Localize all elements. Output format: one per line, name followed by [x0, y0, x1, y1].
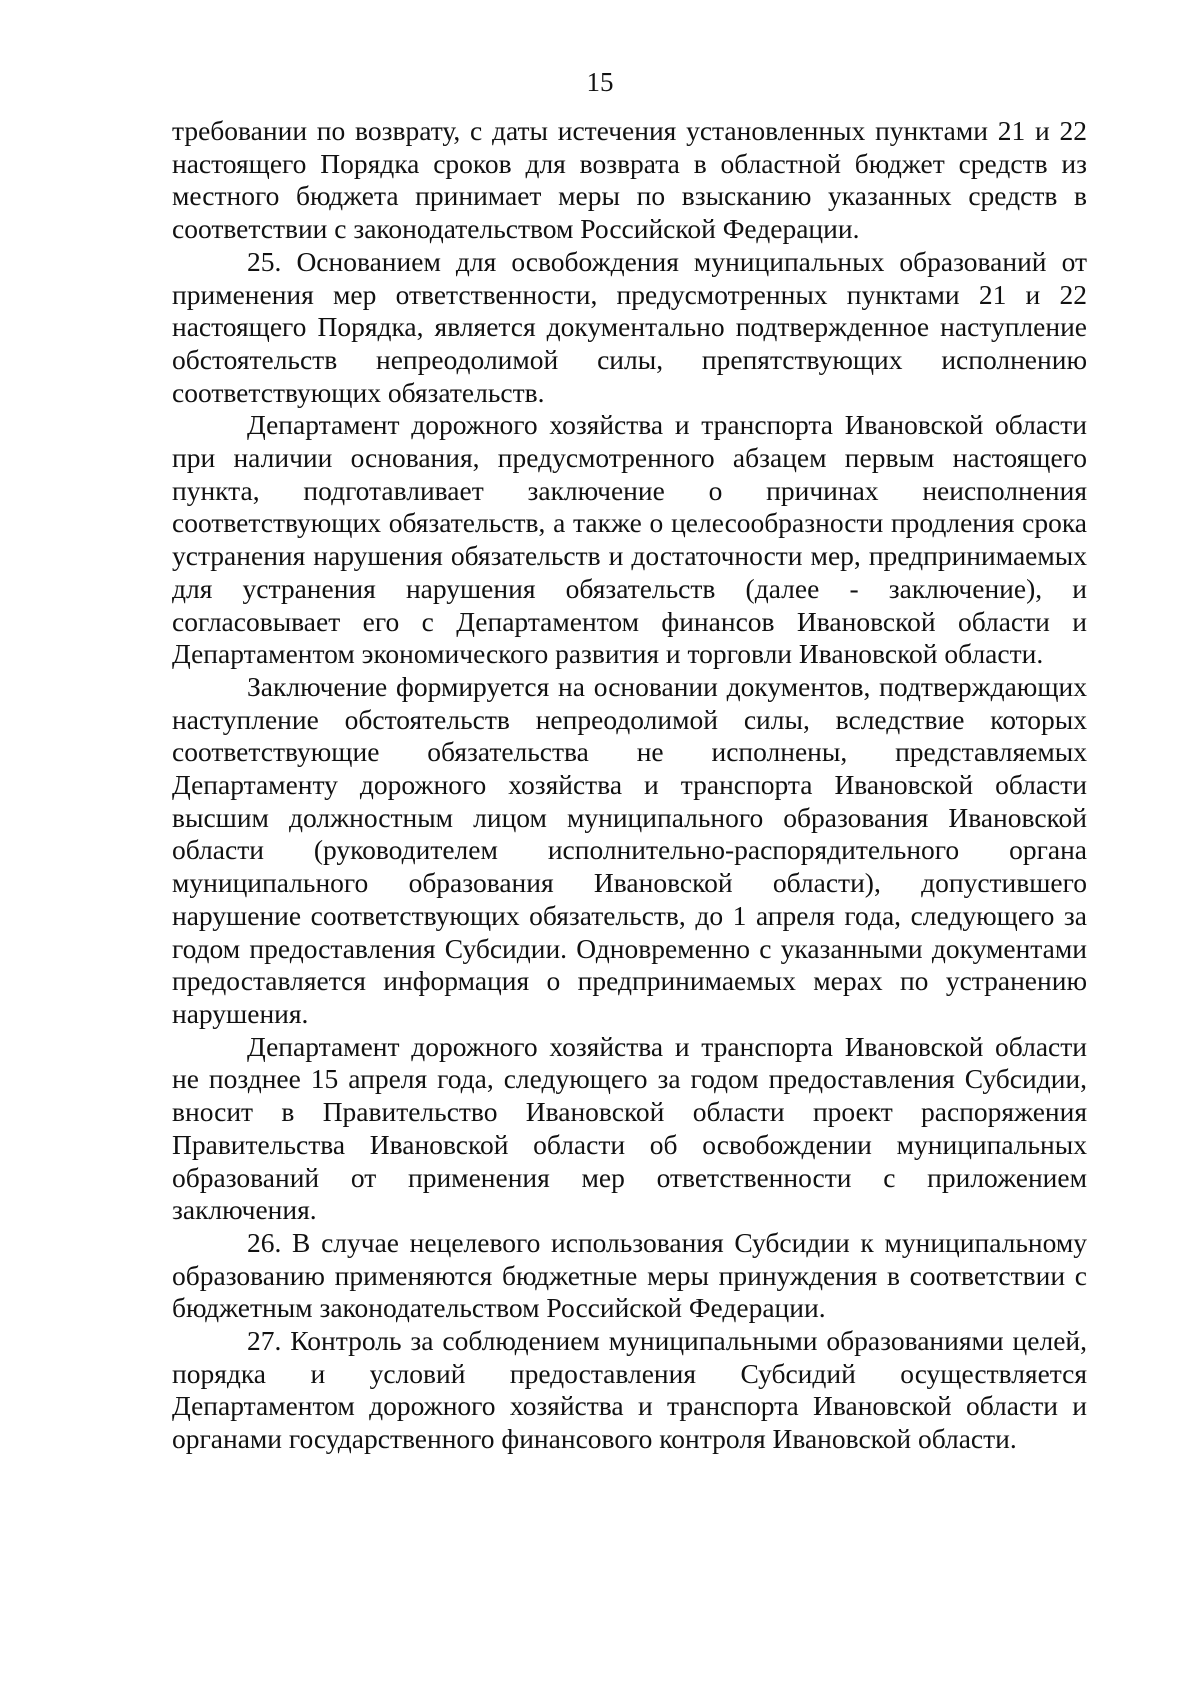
paragraph-department-deadline: Департамент дорожного хозяйства и транспорта Ивановской области не позднее 15 апреля года, следующего за годом предоставления Субсидии, вносит в Правительство Ивановской области проект распоряжения Правительства Ивановской области об освобождении муниципальных образований от применения мер ответственности с приложением заключения.: [172, 1030, 1087, 1226]
paragraph-conclusion-basis: Заключение формируется на основании документов, подтверждающих наступление обстоятельств непреодолимой силы, вследствие которых соответствующие обязательства не исполнены, представляемых Департаменту дорожного хозяйства и транспорта Ивановской области высшим должностным лицом муниципального образования Ивановской области (руководителем исполнительно-распорядительного органа муниципального образования Ивановской области), допустившего нарушение соответствующих обязательств, до 1 апреля года, следующего за годом предоставления Субсидии. Одновременно с указанными документами предоставляется информация о предпринимаемых мерах по устранению нарушения.: [172, 670, 1087, 1029]
paragraph-continuation: требовании по возврату, с даты истечения установленных пунктами 21 и 22 настоящего Порядка сроков для возврата в областной бюджет средств из местного бюджета принимает меры по взысканию указанных средств в соответствии с законодательством Российской Федерации.: [172, 115, 1087, 245]
paragraph-item-25: 25. Основанием для освобождения муниципальных образований от применения мер ответственности, предусмотренных пунктами 21 и 22 настоящего Порядка, является документально подтвержденное наступление обстоятельств непреодолимой силы, препятствующих исполнению соответствующих обязательств.: [172, 245, 1087, 408]
paragraph-item-26: 26. В случае нецелевого использования Субсидии к муниципальному образованию применяются бюджетные меры принуждения в соответствии с бюджетным законодательством Российской Федерации.: [172, 1226, 1087, 1324]
document-body: [172, 115, 1087, 1456]
paragraph-item-27: 27. Контроль за соблюдением муниципальными образованиями целей, порядка и условий предоставления Субсидий осуществляется Департаментом дорожного хозяйства и транспорта Ивановской области и органами государственного финансового контроля Ивановской области.: [172, 1325, 1087, 1455]
paragraph-department-conclusion: Департамент дорожного хозяйства и транспорта Ивановской области при наличии основания, предусмотренного абзацем первым настоящего пункта, подготавливает заключение о причинах неисполнения соответствующих обязательств, а также о целесообразности продления срока устранения нарушения обязательств и достаточности мер, предпринимаемых для устранения нарушения обязательств (далее - заключение), и согласовывает его с Департаментом финансов Ивановской области и Департаментом экономического развития и торговли Ивановской области.: [172, 409, 1087, 670]
page-number: 15: [586, 67, 614, 97]
